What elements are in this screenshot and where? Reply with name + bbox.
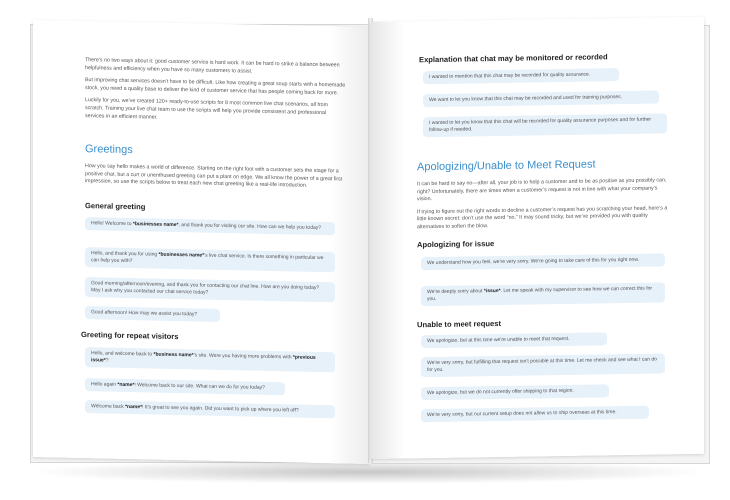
unable-script-3: We apologize, but we do not currently offer shipping to that region. <box>421 384 609 400</box>
general-greeting-script-3: Good morning/afternoon/evening, and thank you for contacting our chat line. How are you doing today? May I ask why you contacted our chat service today? <box>85 277 335 303</box>
general-greeting-script-4: Good afternoon! How may we assist you today? <box>85 306 220 322</box>
apology-heading: Apologizing/Unable to Meet Request <box>417 158 596 174</box>
intro-paragraph-3: Luckily for you, we’ve created 120+ ready-to-use scripts for 8 most common live chat scenarios, all from scratch. Training your live chat team to use the scripts will help you provide consistent and professional services in an efficient manner. <box>85 97 329 121</box>
intro-block <box>85 57 347 126</box>
repeat-greeting-script-1: Hello, and welcome back to *business name*’s site. Were you having more problems with *previous issue*? <box>85 347 335 373</box>
apologizing-heading: Apologizing for issue <box>417 239 495 250</box>
apology-intro-block <box>417 177 673 232</box>
intro-paragraph-2: But improving chat services doesn’t have to be difficult. Like how creating a great soup starts with a homemade stock, you need a quality base to deliver the kind of customer service that has people coming back for more. <box>85 77 346 97</box>
unable-script-2: We’re very sorry, but fulfilling that request isn’t possible at this time. Let me check and see what I can do for you. <box>421 353 665 377</box>
intro-paragraph-1: There’s no two ways about it: good customer service is hard work. It can be hard to strike a balance between helpfulness and efficiency when you have so many customers to assist. <box>85 57 340 75</box>
unable-script-4: We’re very sorry, but our current setup does not allow us to ship overseas at this time. <box>421 406 649 423</box>
general-greeting-heading: General greeting <box>85 201 146 212</box>
monitor-script-3: I wanted to let you know that this chat will be recorded for quality assurance purposes and for further follow-up if needed. <box>423 113 667 137</box>
unable-script-1: We apologize, but at this time we’re unable to meet that request. <box>421 332 607 348</box>
repeat-greeting-script-3: Welcome back *name*! It’s great to see you again. Did you want to pick up where you left off? <box>85 400 335 418</box>
general-greeting-script-1: Hello! Welcome to *businesses name*, and thank you for visiting our site. How can we help you today? <box>85 217 335 235</box>
repeat-visitors-heading: Greeting for repeat visitors <box>81 330 179 342</box>
repeat-greeting-script-2: Hello again *name*! Welcome back to our site. What can we do for you today? <box>85 378 285 395</box>
apology-intro-paragraph-1: It can be hard to say no—after all, your job is to help a customer and to be as positive as you possibly can, right? Unfortunately, there are times when a customer’s request is not in line with what your company’s vision. <box>417 177 667 203</box>
greetings-heading: Greetings <box>85 143 133 157</box>
unable-heading: Unable to meet request <box>417 318 501 330</box>
apologizing-script-2: We’re deeply sorry about *issue*. Let me speak with my supervisor to see how we can correct this for you. <box>421 282 665 306</box>
monitor-script-2: We want to let you know that this chat may be recorded and used for training purposes. <box>423 90 659 107</box>
monitor-script-1: I wanted to mention that this chat may be recorded for quality assurance. <box>423 68 619 84</box>
right-page <box>371 17 704 459</box>
apology-intro-paragraph-2: If trying to figure out the right words to decline a customer’s request has you scratching your head, here’s a little known secret: don’t use the word “no.” It may sound tricky, but we’ve provided you with quality alternatives to soften the blow. <box>417 205 668 231</box>
general-greeting-script-2: Hello, and thank you for using *businesses name*’s live chat service. Is there something in particular we can help you with? <box>85 247 335 273</box>
apologizing-script-1: We understand how you feel, we’re very sorry. We’re going to take care of this for you right now. <box>421 253 665 270</box>
monitor-heading: Explanation that chat may be monitored or recorded <box>419 52 608 65</box>
greetings-intro: How you say hello makes a world of difference. Starting on the right foot with a customer sets the stage for a positive chat, but a curt or unenthused greeting can put a plant on edge. We all know the power of a great first impression, so use the scripts below to treat each new chat greeting like a real-life introduction. <box>85 163 343 189</box>
left-page <box>33 20 370 464</box>
